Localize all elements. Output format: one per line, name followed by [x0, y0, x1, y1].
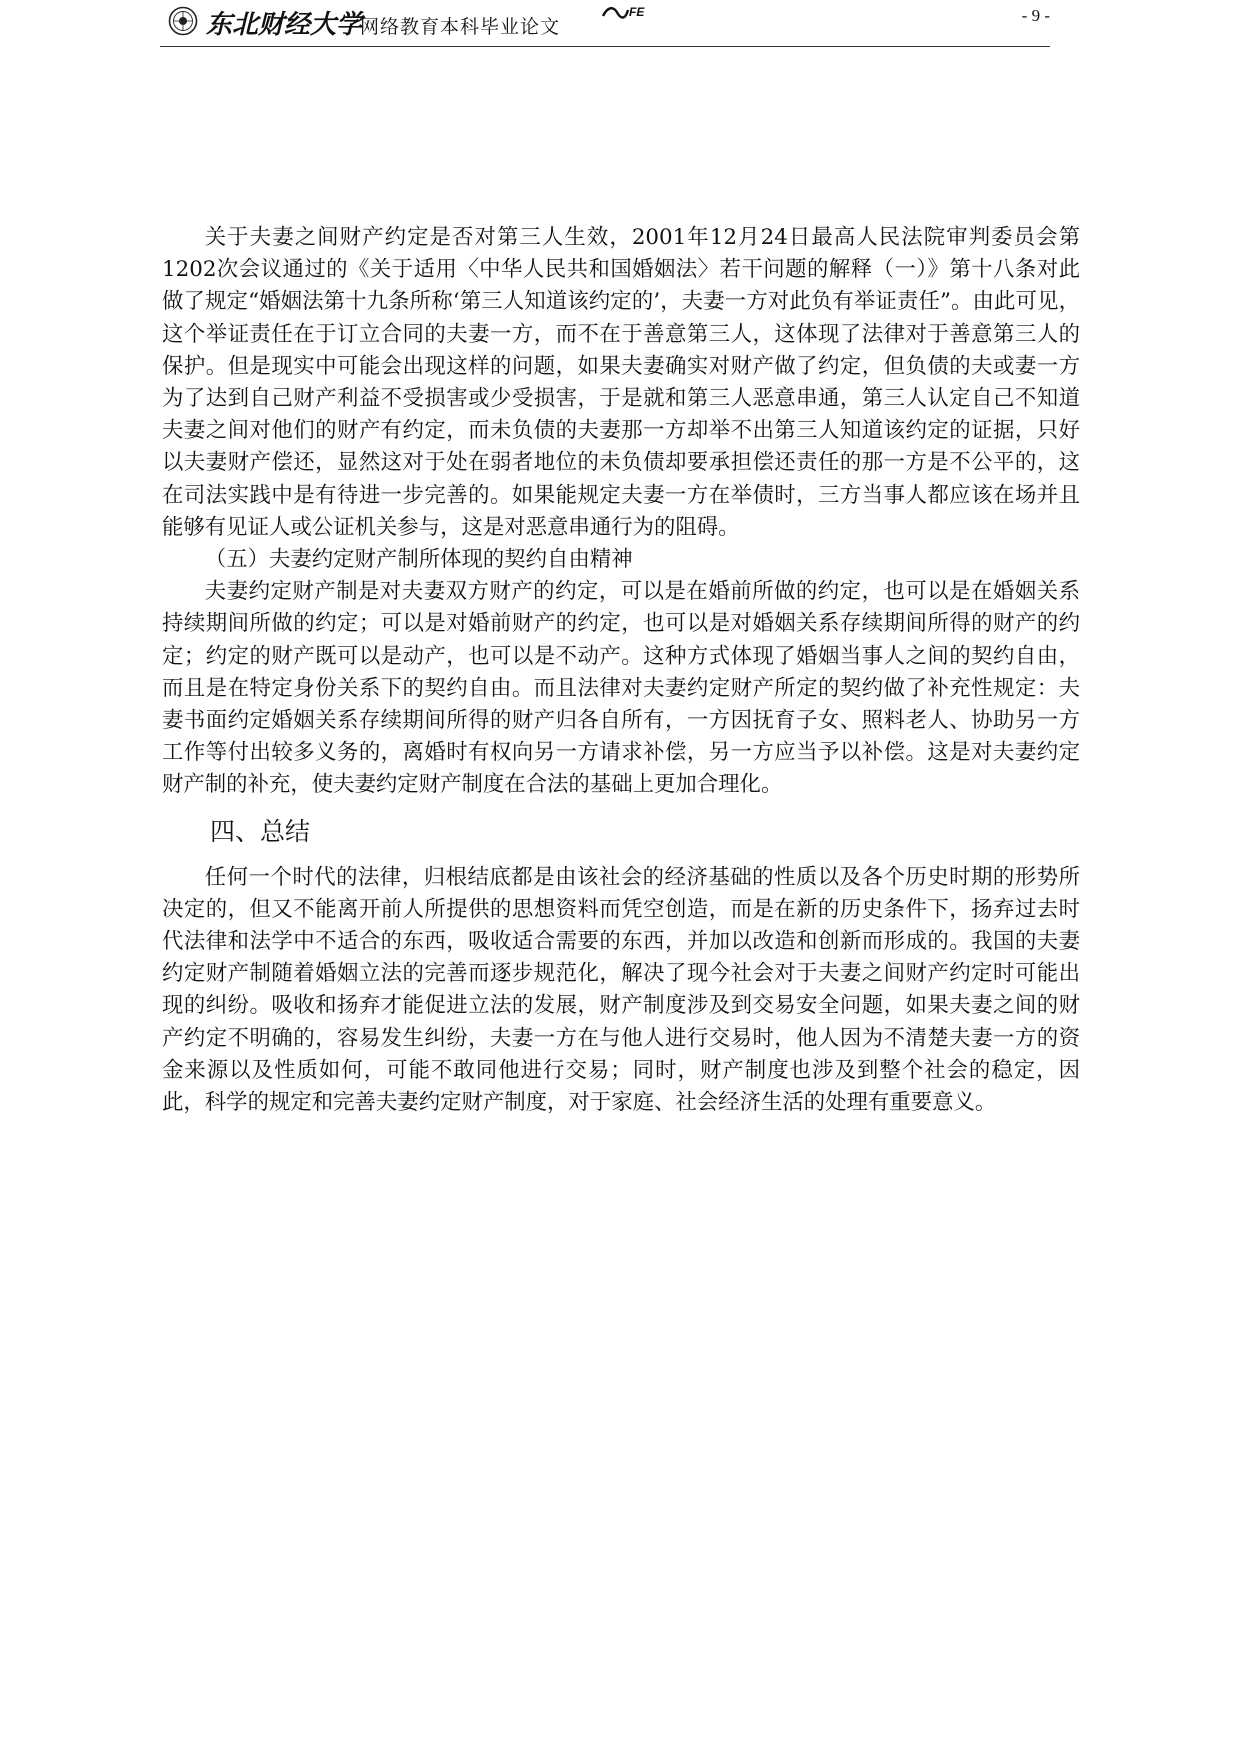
page-header: [160, 0, 1050, 47]
university-seal-icon: [168, 6, 198, 36]
paragraph: 任何一个时代的法律，归根结底都是由该社会的经济基础的性质以及各个历史时期的形势所决定的，但又不能离开前人所提供的思想资料而凭空创造，而是在新的历史条件下，扬弃过去时代法律和法学中不适合的东西，吸收适合需要的东西，并加以改造和创新而形成的。我国的夫妻约定财产制随着婚姻立法的完善而逐步规范化，解决了现今社会对于夫妻之间财产约定时可能出现的纠纷。吸收和扬弃才能促进立法的发展，财产制度涉及到交易安全问题，如果夫妻之间的财产约定不明确的，容易发生纠纷，夫妻一方在与他人进行交易时，他人因为不清楚夫妻一方的资金来源以及性质如何，可能不敢同他进行交易；同时，财产制度也涉及到整个社会的稳定，因此，科学的规定和完善夫妻约定财产制度，对于家庭、社会经济生活的处理有重要意义。: [162, 864, 1080, 1116]
paragraph: 夫妻约定财产制是对夫妻双方财产的约定，可以是在婚前所做的约定，也可以是在婚姻关系持续期间所做的约定；可以是对婚前财产的约定，也可以是对婚姻关系存续期间所得的财产的约定；约定的财产既可以是动产，也可以是不动产。这种方式体现了婚姻当事人之间的契约自由，而且是在特定身份关系下的契约自由。而且法律对夫妻约定财产所定的契约做了补充性规定：夫妻书面约定婚姻关系存续期间所得的财产归各自所有，一方因抚育子女、照料老人、协助另一方工作等付出较多义务的，离婚时有权向另一方请求补偿，另一方应当予以补偿。这是对夫妻约定财产制的补充，使夫妻约定财产制度在合法的基础上更加合理化。: [162, 579, 1080, 798]
dufe-mark-icon: [600, 2, 656, 22]
section-title: 四、总结: [210, 816, 311, 846]
university-name-logo: 东北财经大学: [206, 10, 363, 40]
paragraph: 关于夫妻之间财产约定是否对第三人生效，2001年12月24日最高人民法院审判委员会第1202次会议通过的《关于适用〈中华人民共和国婚姻法〉若干问题的解释（一）》第十八条对此做了规定“婚姻法第十九条所称‘第三人知道该约定的’，夫妻一方对此负有举证责任”。由此可见，这个举证责任在于订立合同的夫妻一方，而不在于善意第三人，这体现了法律对于善意第三人的保护。但是现实中可能会出现这样的问题，如果夫妻确实对财产做了约定，但负债的夫或妻一方为了达到自己财产利益不受损害或少受损害，于是就和第三人恶意串通，第三人认定自己不知道夫妻之间对他们的财产有约定，而未负债的夫妻那一方却举不出第三人知道该约定的证据，只好以夫妻财产偿还，显然这对于处在弱者地位的未负债却要承担偿还责任的那一方是不公平的，这在司法实践中是有待进一步完善的。如果能规定夫妻一方在举债时，三方当事人都应该在场并且能够有见证人或公证机关参与，这是对恶意串通行为的阻碍。: [162, 225, 1080, 540]
header-subtitle: 网络教育本科毕业论文: [360, 16, 561, 38]
subheading: （五）夫妻约定财产制所体现的契约自由精神: [204, 547, 633, 573]
document-body: [162, 222, 1080, 1119]
dufe-mark-text: FE: [629, 5, 645, 19]
page-number: - 9 -: [1021, 6, 1050, 25]
